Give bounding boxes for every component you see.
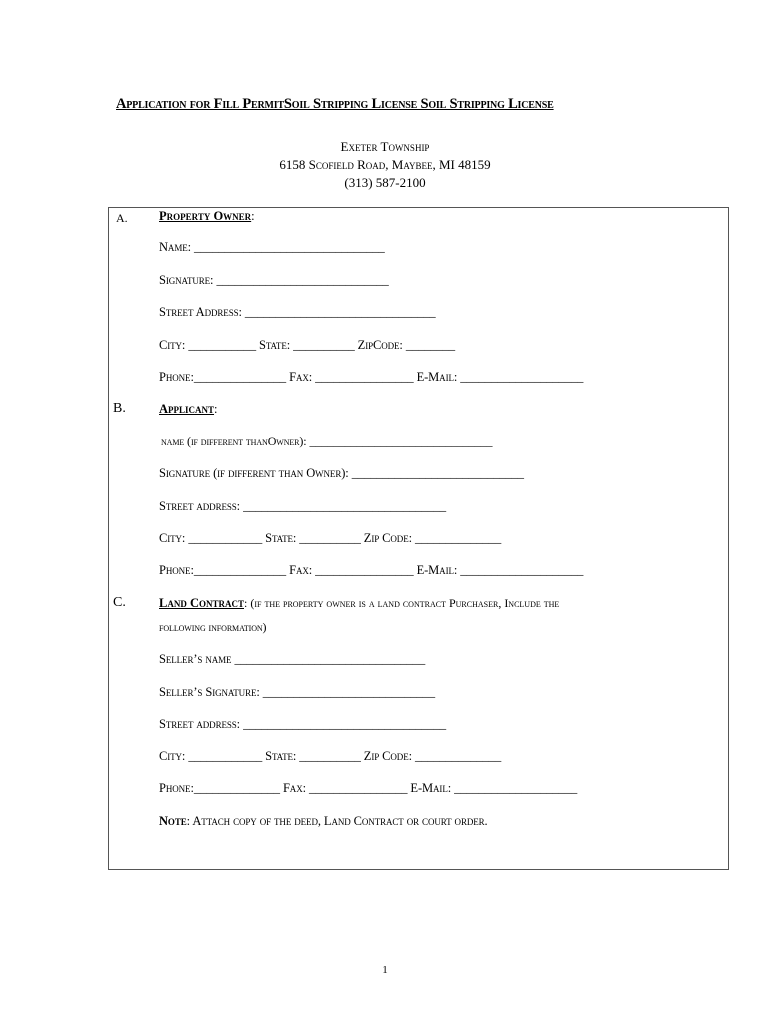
section-b-heading-title: Applicant xyxy=(159,402,215,416)
applicant-name-field[interactable]: name (if different thanOwner): _______________________________ xyxy=(161,434,493,448)
seller-street-address-field[interactable]: Street address: _________________________________ xyxy=(159,717,447,731)
seller-phone-fax-email-field[interactable]: Phone:______________ Fax: ________________ E-Mail: ____________________ xyxy=(159,781,578,795)
note-text: : Attach copy of the deed, Land Contract or court order. xyxy=(186,814,488,828)
organization-name: Exeter Township xyxy=(340,139,430,154)
attachment-note xyxy=(159,814,488,829)
owner-signature-field[interactable]: Signature: ____________________________ xyxy=(159,273,389,287)
organization-block xyxy=(0,138,770,192)
section-c-letter: C. xyxy=(113,595,126,610)
organization-address: 6158 Scofield Road, Maybee, MI 48159 xyxy=(279,157,491,172)
section-c-heading-suffix: : (if the property owner is a land contract Purchaser, Include the xyxy=(244,596,560,610)
seller-name-field[interactable]: Seller’s name _______________________________ xyxy=(159,652,426,666)
owner-street-address-field[interactable]: Street Address: _______________________________ xyxy=(159,305,436,319)
applicant-street-address-field[interactable]: Street address: _________________________________ xyxy=(159,499,447,513)
owner-name-field[interactable]: Name: _______________________________ xyxy=(159,240,385,254)
seller-city-state-zip-field[interactable]: City: ____________ State: __________ Zip Code: ______________ xyxy=(159,749,502,763)
section-c-heading xyxy=(159,596,559,611)
page-number: 1 xyxy=(382,964,388,976)
applicant-city-state-zip-field[interactable]: City: ____________ State: __________ Zip Code: ______________ xyxy=(159,531,502,545)
section-a-heading xyxy=(159,209,255,224)
section-a-heading-title: Property Owner xyxy=(159,209,252,223)
section-c-heading-title: Land Contract xyxy=(159,596,244,610)
applicant-signature-field[interactable]: Signature (if different than Owner): ____________________________ xyxy=(159,466,524,480)
note-label: Note xyxy=(159,814,187,828)
owner-city-state-zip-field[interactable]: City: ___________ State: __________ ZipCode: ________ xyxy=(159,338,456,352)
section-b-heading-suffix: : xyxy=(214,402,218,416)
section-b-heading xyxy=(159,402,218,417)
document-title: Application for Fill PermitSoil Stripping License Soil Stripping License xyxy=(116,96,554,112)
organization-phone: (313) 587-2100 xyxy=(344,175,426,190)
owner-phone-fax-email-field[interactable]: Phone:_______________ Fax: ________________ E-Mail: ____________________ xyxy=(159,370,584,384)
section-a-letter: A. xyxy=(116,211,128,225)
seller-signature-field[interactable]: Seller’s Signature: ____________________________ xyxy=(159,685,435,699)
section-c-heading-line2: following information) xyxy=(159,620,267,634)
section-a-heading-suffix: : xyxy=(251,209,255,223)
section-b-letter: B. xyxy=(113,401,126,416)
applicant-phone-fax-email-field[interactable]: Phone:_______________ Fax: ________________ E-Mail: ____________________ xyxy=(159,563,584,577)
